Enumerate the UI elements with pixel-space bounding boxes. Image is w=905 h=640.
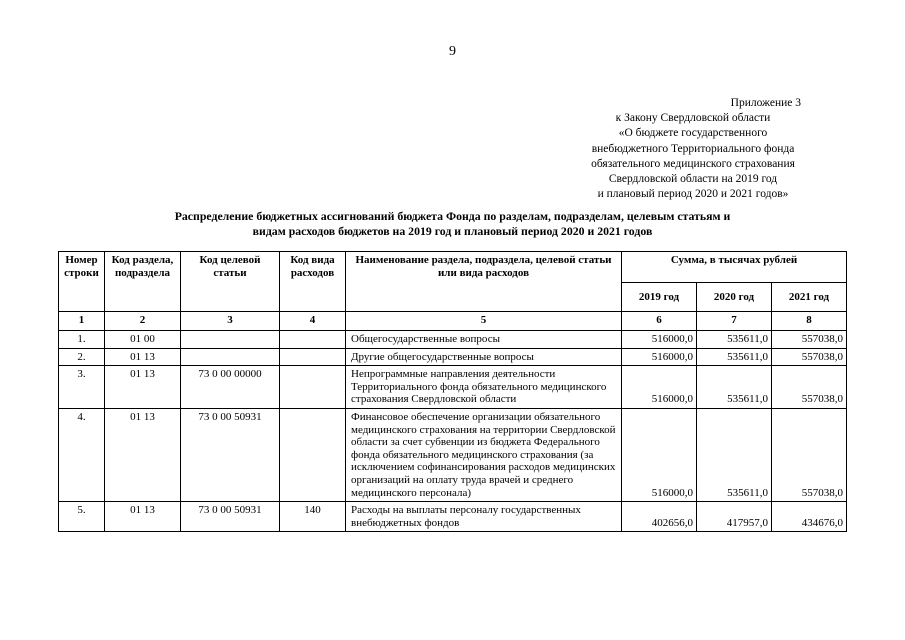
amount-2019: 516000,0 — [622, 408, 697, 501]
appendix-line: Приложение 3 — [730, 97, 801, 109]
column-index: 2 — [105, 312, 181, 331]
amount-2019: 516000,0 — [622, 366, 697, 409]
table-row — [59, 331, 847, 349]
page-number: 9 — [449, 44, 456, 59]
item-name: Непрограммные направления деятельности Территориального фонда обязательного медицинского страхования Свердловской области — [346, 366, 622, 409]
target-code — [181, 331, 280, 349]
column-index: 3 — [181, 312, 280, 331]
item-name: Финансовое обеспечение организации обязательного медицинского страхования на территории Свердловской области за счет субвенции из бюджета Федерального фонда обязательного медицинского страхования (за исключением софинансирования расходов медицинских организаций на оплату труда врачей и среднего медицинского персонала) — [346, 408, 622, 501]
expense-type-code: 140 — [280, 502, 346, 532]
amount-2020: 535611,0 — [697, 348, 772, 366]
table-row — [59, 502, 847, 532]
expense-type-code — [280, 331, 346, 349]
item-name: Общегосударственные вопросы — [346, 331, 622, 349]
item-name: Другие общегосударственные вопросы — [346, 348, 622, 366]
row-number: 2. — [59, 348, 105, 366]
amount-2019: 516000,0 — [622, 348, 697, 366]
title-line: видам расходов бюджетов на 2019 год и плановый период 2020 и 2021 годов — [252, 224, 653, 238]
row-number: 4. — [59, 408, 105, 501]
amount-2021: 557038,0 — [772, 331, 847, 349]
target-code: 73 0 00 50931 — [181, 502, 280, 532]
header-2020: 2020 год — [697, 283, 772, 312]
column-index: 4 — [280, 312, 346, 331]
amount-2021: 557038,0 — [772, 366, 847, 409]
column-index-row — [59, 312, 847, 331]
table-row — [59, 348, 847, 366]
table-row — [59, 408, 847, 501]
section-code: 01 13 — [105, 502, 181, 532]
appendix-line: обязательного медицинского страхования — [591, 157, 795, 170]
amount-2020: 417957,0 — [697, 502, 772, 532]
amount-2020: 535611,0 — [697, 408, 772, 501]
appendix-line: к Закону Свердловской области — [615, 112, 771, 125]
amount-2020: 535611,0 — [697, 366, 772, 409]
appendix-line: и плановый период 2020 и 2021 годов» — [597, 188, 789, 201]
header-2019: 2019 год — [622, 283, 697, 312]
header-name: Наименование раздела, подраздела, целевой статьи или вида расходов — [346, 252, 622, 312]
header-2021: 2021 год — [772, 283, 847, 312]
item-name: Расходы на выплаты персоналу государственных внебюджетных фондов — [346, 502, 622, 532]
section-code: 01 13 — [105, 348, 181, 366]
column-index: 7 — [697, 312, 772, 331]
header-expense-type: Код вида расходов — [280, 252, 346, 312]
row-number: 1. — [59, 331, 105, 349]
target-code — [181, 348, 280, 366]
section-code: 01 00 — [105, 331, 181, 349]
appendix-line: «О бюджете государственного — [618, 127, 768, 140]
column-index: 6 — [622, 312, 697, 331]
amount-2021: 434676,0 — [772, 502, 847, 532]
header-sum: Сумма, в тысячах рублей — [622, 252, 847, 283]
section-code: 01 13 — [105, 366, 181, 409]
expense-type-code — [280, 408, 346, 501]
appendix-header — [543, 96, 843, 202]
target-code: 73 0 00 00000 — [181, 366, 280, 409]
budget-table — [58, 251, 847, 532]
expense-type-code — [280, 348, 346, 366]
column-index: 8 — [772, 312, 847, 331]
row-number: 5. — [59, 502, 105, 532]
appendix-line: Свердловской области на 2019 год — [608, 173, 778, 186]
table-row — [59, 366, 847, 409]
expense-type-code — [280, 366, 346, 409]
column-index: 5 — [346, 312, 622, 331]
amount-2020: 535611,0 — [697, 331, 772, 349]
row-number: 3. — [59, 366, 105, 409]
amount-2021: 557038,0 — [772, 348, 847, 366]
section-code: 01 13 — [105, 408, 181, 501]
target-code: 73 0 00 50931 — [181, 408, 280, 501]
title-line: Распределение бюджетных ассигнований бюджета Фонда по разделам, подразделам, целевым статьям и — [174, 209, 731, 223]
amount-2021: 557038,0 — [772, 408, 847, 501]
document-title — [100, 209, 805, 239]
header-section-code: Код раздела, подраздела — [105, 252, 181, 312]
header-row-no: Номер строки — [59, 252, 105, 312]
amount-2019: 516000,0 — [622, 331, 697, 349]
header-target-code: Код целевой статьи — [181, 252, 280, 312]
amount-2019: 402656,0 — [622, 502, 697, 532]
appendix-line: внебюджетного Территориального фонда — [591, 142, 795, 155]
column-index: 1 — [59, 312, 105, 331]
